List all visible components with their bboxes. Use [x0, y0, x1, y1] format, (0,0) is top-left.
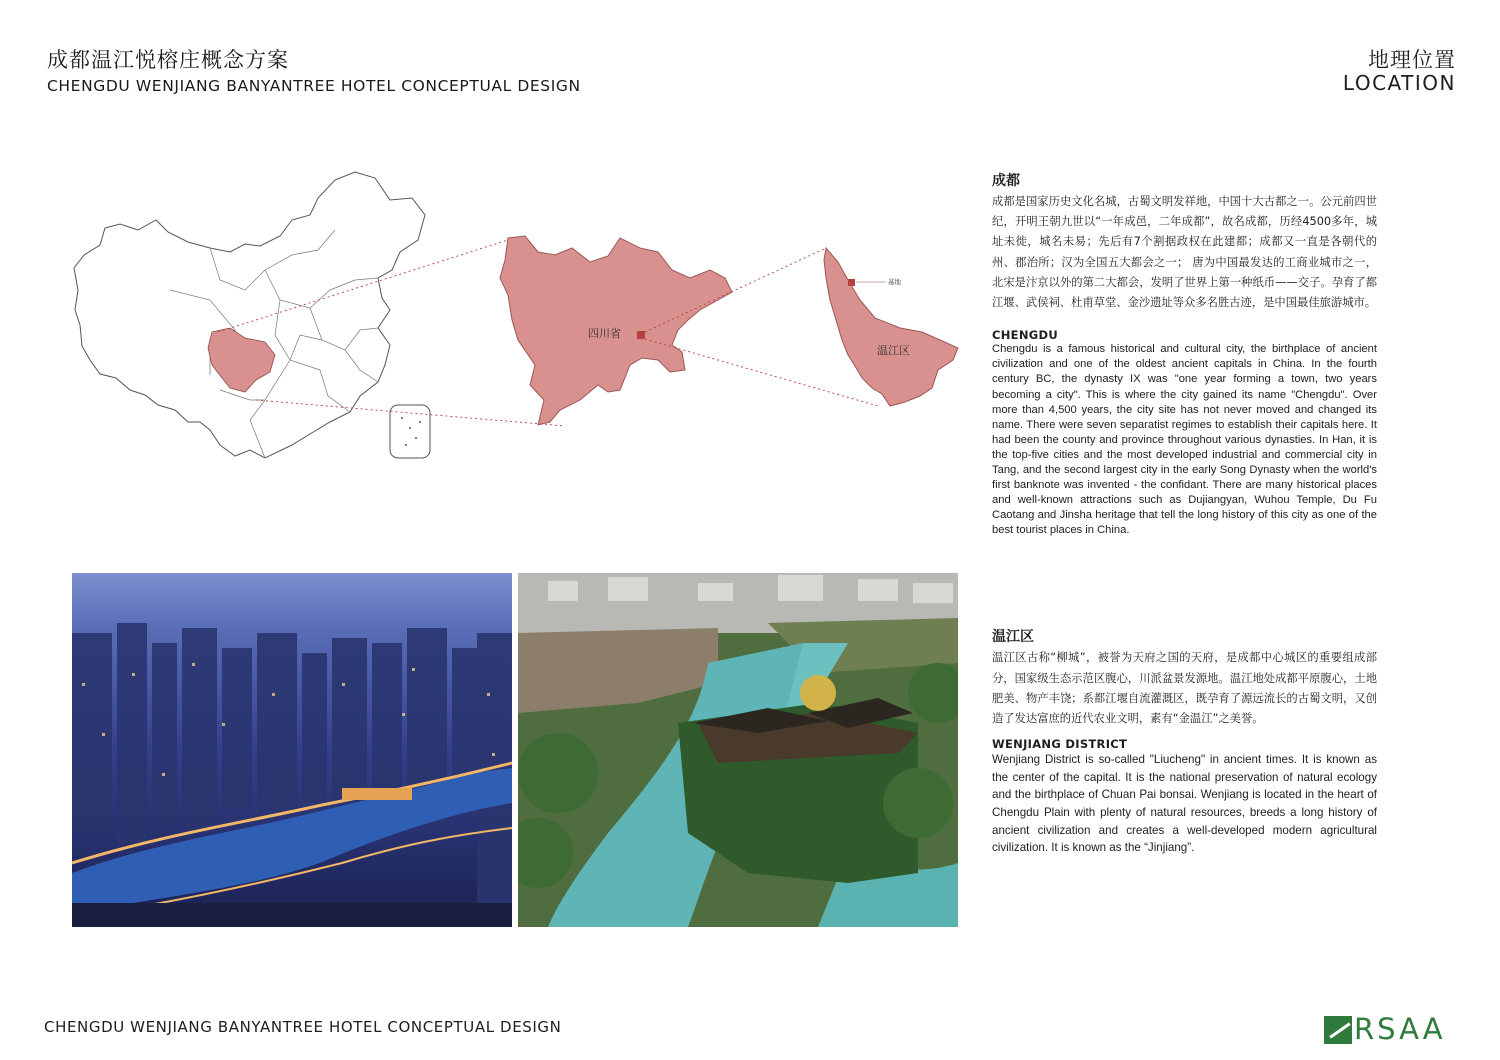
chengdu-heading-cn: 成都	[992, 173, 1020, 189]
site-marker	[848, 279, 855, 286]
rsaa-logo-icon	[1324, 1016, 1352, 1044]
chengdu-heading-en: CHENGDU	[992, 328, 1058, 343]
rsaa-logo	[1324, 1014, 1454, 1046]
wenjiang-body-cn: 温江区古称“柳城”，被誉为天府之国的天府，是成都中心城区的重要组成部分，国家级生态示范区腹心，川派盆景发源地。温江地处成都平原腹心，土地肥美、物产丰饶；系都江堰自流灌溉区，既孕育了源远流长的古蜀文明，又创造了发达富庶的近代农业文明，素有“金温江”之美誉。	[992, 651, 1377, 726]
chengdu-body-en: Chengdu is a famous historical and cultural city, the birthplace of ancient civilization and one of the oldest ancient capitals in China. In the fourth century BC, the dynasty IX was "one year forming a town, two years becoming a city". This is where the city gained its name "Chengdu". Over more than 4,500 years, the city site has not never moved and changed its name. There were seven separatist regimes to establish their capitals here. It had been the county and province throughout various dynasties. In Han, it is the top-five cities and the most developed industrial and commercial city in Tang, and the second largest city in the early Song Dynasty when the world's first banknote was invented - the confidant. There are many historical places and well-known attractions such as Dujiangyan, Wuhou Temple, Du Fu Caotang and Jinsha heritage that tell the long history of this city as one of the best tourist places in China.	[992, 343, 1377, 537]
description-column	[992, 170, 1377, 857]
wenjiang-heading-cn: 温江区	[992, 629, 1034, 646]
project-title-cn: 成都温江悦榕庄概念方案	[47, 48, 289, 72]
site-label: 基地	[888, 278, 901, 286]
wenjiang-map	[824, 248, 958, 406]
wenjiang-section	[992, 626, 1377, 856]
rsaa-logo-text: RSAA	[1354, 1012, 1446, 1046]
wenjiang-heading-en: WENJIANG DISTRICT	[992, 737, 1128, 752]
chengdu-night-photo	[72, 573, 512, 927]
south-china-sea-inset	[390, 405, 430, 458]
section-title-en: LOCATION	[1342, 71, 1456, 95]
footer-title: CHENGDU WENJIANG BANYANTREE HOTEL CONCEPTUAL DESIGN	[44, 1018, 562, 1036]
china-map	[74, 172, 425, 458]
location-maps	[60, 160, 970, 470]
section-title-cn: 地理位置	[1368, 48, 1456, 72]
wenjiang-body-en: Wenjiang District is so-called "Liucheng" in ancient times. It is known as the center of the capital. It is the national preservation of natural ecology and the birthplace of Chuan Pai bonsai. Wenjiang is located in the heart of Chengdu Plain with plenty of natural resources, breeds a long history of ancient civilization and creates a well-developed modern agricultural civilization. It is known as the “Jinjiang”.	[992, 753, 1377, 855]
chengdu-section	[992, 170, 1377, 538]
project-title-en: CHENGDU WENJIANG BANYANTREE HOTEL CONCEPTUAL DESIGN	[47, 77, 581, 95]
chengdu-marker	[637, 331, 645, 339]
chengdu-body-cn: 成都是国家历史文化名城，古蜀文明发祥地，中国十大古都之一。公元前四世纪，开明王朝九世以“一年成邑，二年成都”，故名成都，历经4500多年，城址未徙，城名未易；先后有7个割据政权在此建都；成都又一直是各朝代的州、郡治所；汉为全国五大都会之一； 唐为中国最发达的工商业城市之一，北宋是汴京以外的第二大都会，发明了世界上第一种纸币——交子。孕育了都江堰、武侯祠、杜甫草堂、金沙遗址等众多名胜古迹，是中国最佳旅游城市。	[992, 195, 1377, 310]
dujiangyan-river-photo	[518, 573, 958, 927]
wenjiang-label: 温江区	[877, 344, 910, 357]
sichuan-label: 四川省	[588, 327, 621, 340]
